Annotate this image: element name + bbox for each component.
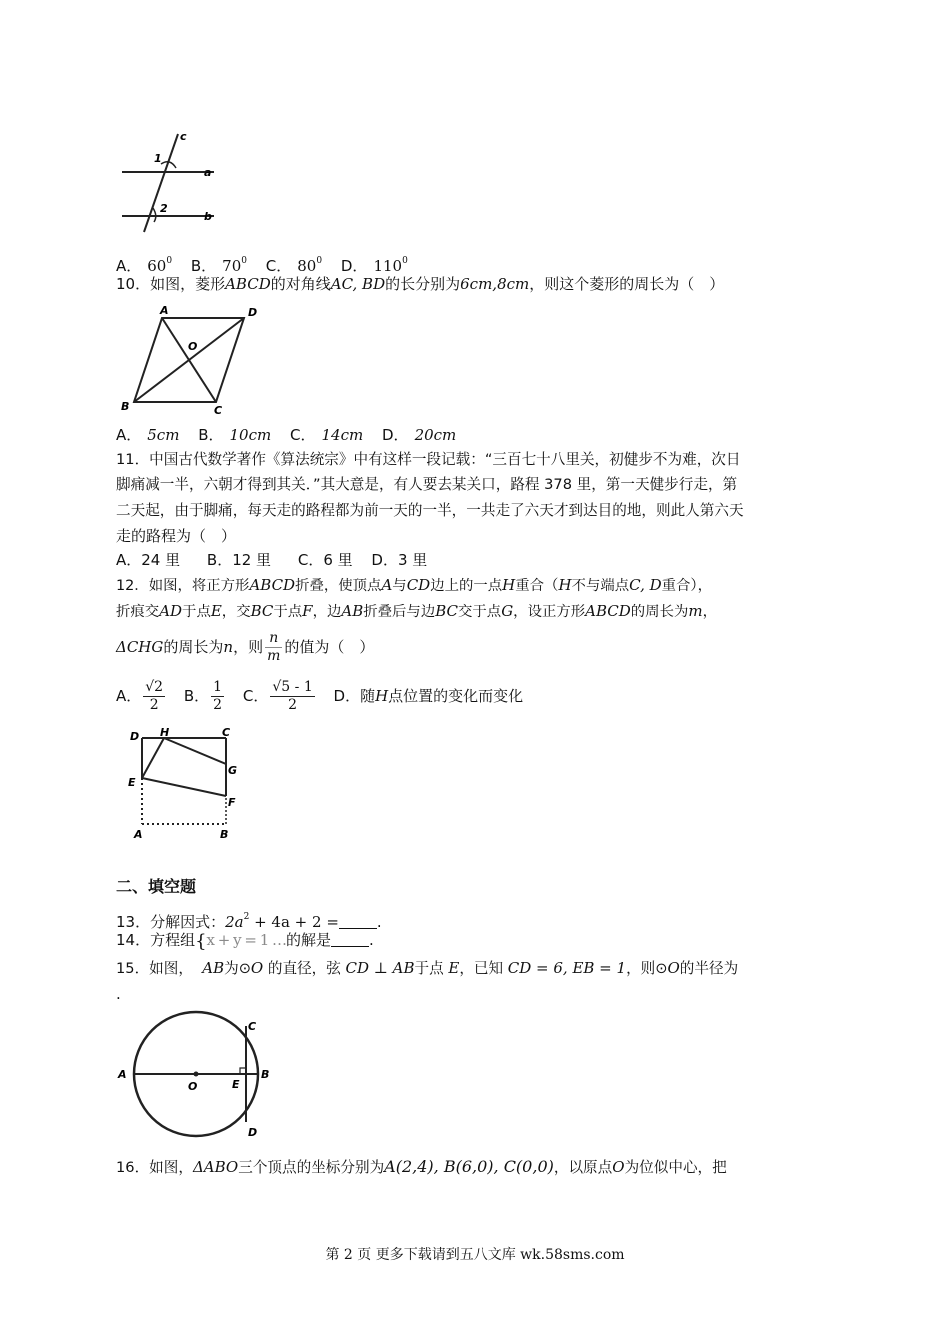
- q12-option-b: $\frac{1}{2}$: [213, 679, 223, 713]
- fig-label-angle1: 1: [154, 152, 162, 165]
- fig-label-B: B: [220, 828, 229, 841]
- q13: 13．分解因式：$2a^2 + 4a + 2$ = .: [116, 912, 382, 931]
- fig-label-A: A: [134, 828, 143, 841]
- q9-option-b: 70: [222, 257, 242, 275]
- q11-line-4: 走的路程为（ ）: [116, 527, 237, 545]
- circle-chord-figure: [114, 1008, 284, 1140]
- fig-label-O: O: [188, 1080, 198, 1093]
- fig-label-C: C: [214, 404, 223, 417]
- q12-line-1: 12．如图，将正方形ABCD折叠，使顶点A与CD边上的一点H重合（H不与端点C, D重合），: [116, 576, 713, 594]
- page-footer: 第 2 页 更多下载请到五八文库 wk.58sms.com: [325, 1247, 625, 1263]
- fig-label-a: a: [204, 166, 212, 179]
- q9-option-a-letter: A．: [116, 257, 142, 275]
- q9-option-c: 80: [297, 257, 317, 275]
- fig-label-C: C: [222, 726, 231, 739]
- fig-label-C: C: [248, 1020, 257, 1033]
- q10-stem: 10．如图，菱形ABCD的对角线AC, BD的长分别为6cm,8cm，则这个菱形的周长为（ ）: [116, 275, 725, 293]
- q11-line-2: 脚痛减一半，六朝才得到其关．”其大意是，有人要去某关口，路程 378 里，第一天健步行走，第: [116, 476, 738, 493]
- q11-line-1: 11．中国古代数学著作《算法统宗》中有这样一段记载：“三百七十八里关，初健步不为难，次日: [116, 451, 741, 468]
- q9-option-d: 110: [373, 257, 403, 275]
- q12-options: A． $\frac{√2}{2}$ B． $\frac{1}{2}$ C． $\frac{√5 - 1}{2}$ D．随H点位置的变化而变化: [116, 679, 524, 713]
- q15-end: .: [116, 985, 121, 1003]
- q12-option-a: $\frac{√2}{2}$: [145, 679, 164, 713]
- q11-option-a: A．24 里: [116, 551, 181, 569]
- q11-options: [116, 549, 427, 571]
- left-brace: {: [195, 931, 207, 952]
- fraction-n-over-m: $\frac{n}{m}$: [267, 630, 281, 664]
- q10-options: A． 5cm B． 10cm C． 14cm D． 20cm: [116, 426, 457, 444]
- fig-label-c: c: [180, 130, 187, 143]
- q9-option-b-letter: B．: [190, 257, 217, 275]
- answer-blank[interactable]: [339, 914, 377, 929]
- q16-stem: 16．如图，ΔABO三个顶点的坐标分别为A(2,4), B(6,0), C(0,0)，以原点O为位似中心，把: [116, 1157, 727, 1176]
- q10-option-c: 14cm: [321, 426, 364, 444]
- q9-option-c-letter: C．: [265, 257, 292, 275]
- fig-label-H: H: [160, 726, 170, 739]
- q9-options: A． $60^0$ B． $70^0$ C． $80^0$ D． $110^0$: [116, 256, 408, 275]
- q11-option-c: C．6 里: [297, 551, 353, 569]
- fig-label-E: E: [232, 1078, 240, 1091]
- fig-label-E: E: [128, 776, 136, 789]
- fig-label-D: D: [248, 306, 258, 319]
- q11-option-d: D．3 里: [371, 551, 428, 569]
- q9-option-d-letter: D．: [340, 257, 368, 275]
- q12-option-c: $\frac{√5 - 1}{2}$: [272, 679, 313, 713]
- q9-option-a: 60: [147, 257, 167, 275]
- answer-blank[interactable]: [331, 932, 369, 947]
- fig-label-angle2: 2: [160, 202, 168, 215]
- q12-line-2: 折痕交AD于点E，交BC于点F，边AB折叠后与边BC交于点G，设正方形ABCD的周长为m，: [116, 602, 717, 620]
- fig-label-F: F: [228, 796, 236, 809]
- q10-option-a: 5cm: [147, 426, 180, 444]
- q15-stem: 15．如图， AB为⊙O 的直径，弦 CD ⊥ AB于点 E，已知 CD = 6, EB = 1，则⊙O的半径为: [116, 959, 739, 977]
- fig-label-A: A: [118, 1068, 127, 1081]
- q12-line-3: ΔCHG的周长为n，则 $\frac{n}{m}$ 的值为（ ）: [116, 630, 375, 664]
- fig-label-A: A: [160, 304, 169, 317]
- q11-line-3: 二天起，由于脚痛，每天走的路程都为前一天的一半，一共走了六天才到达目的地，则此人第六天: [116, 502, 744, 519]
- fig-label-D: D: [248, 1126, 258, 1139]
- equation-system: x + y = 1 …: [206, 931, 287, 949]
- rhombus-figure: [118, 302, 268, 417]
- fig-label-b: b: [204, 210, 212, 223]
- fig-label-G: G: [228, 764, 238, 777]
- fig-label-B: B: [121, 400, 130, 413]
- fig-label-D: D: [130, 730, 140, 743]
- q11-option-b: B．12 里: [206, 551, 272, 569]
- q14: 14．方程组{x + y = 1 …的解是 .: [116, 931, 374, 952]
- q10-option-d: 20cm: [414, 426, 457, 444]
- fig-label-O: O: [188, 340, 198, 353]
- fig-label-B: B: [261, 1068, 270, 1081]
- folded-square-figure: [126, 726, 250, 846]
- q10-option-b: 10cm: [229, 426, 272, 444]
- parallel-lines-figure: [118, 128, 228, 236]
- section-title: 二、填空题: [116, 877, 197, 896]
